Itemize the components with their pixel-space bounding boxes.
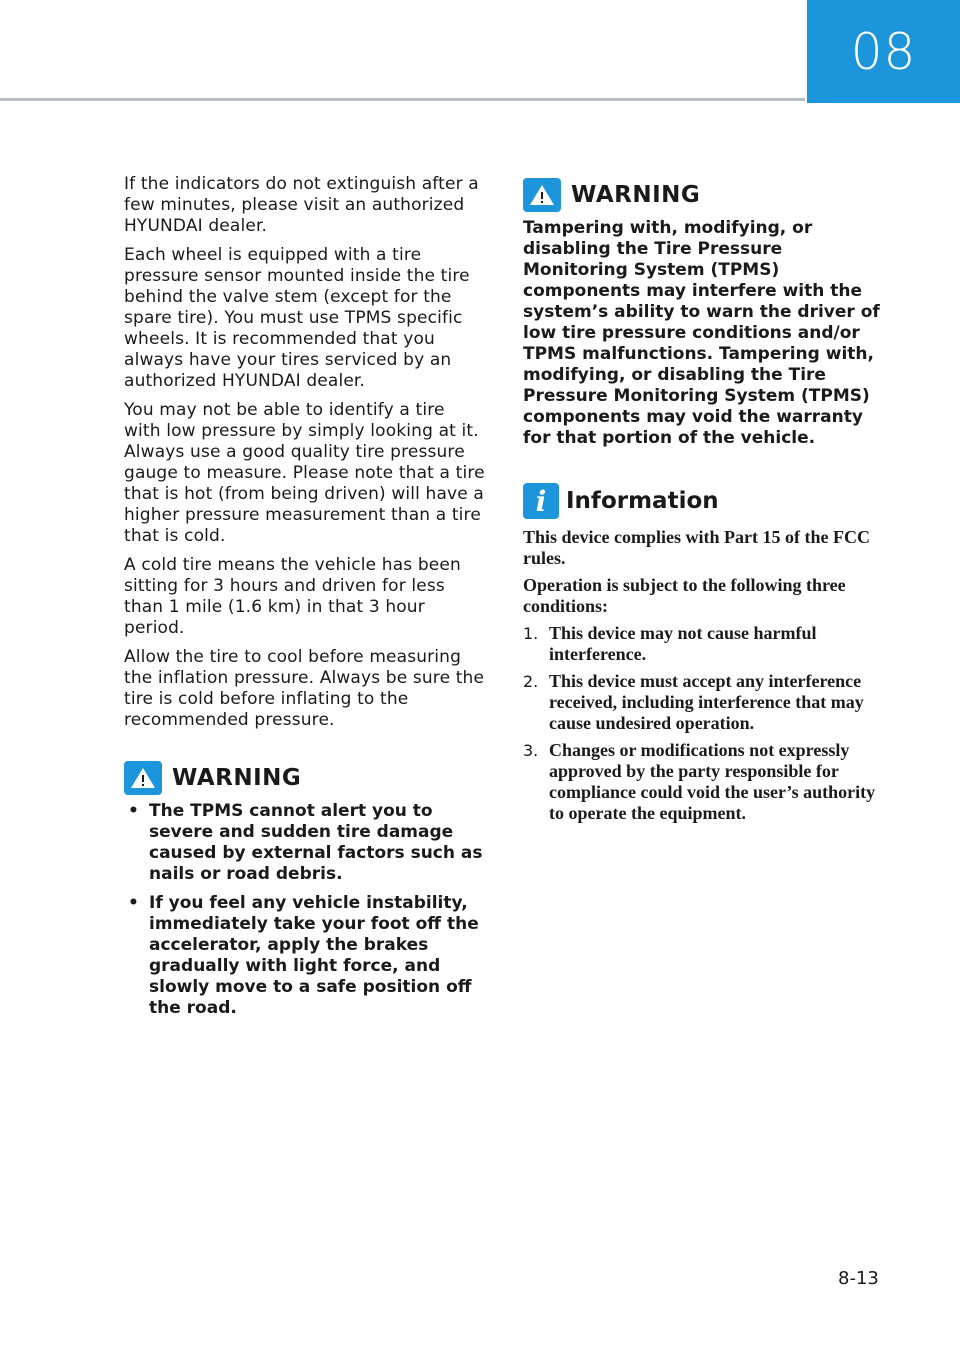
paragraph: A cold tire means the vehicle has been sitting for 3 hours and driven for less than 1 mile (1.6 km) in that 3 hour period. [124,555,461,638]
warning-triangle-icon [523,178,561,212]
information-title: Information [566,488,719,514]
warning-list [124,801,486,1019]
list-item [523,671,888,734]
chapter-number: 08 [850,22,917,81]
information-box [523,483,888,824]
list-text: Changes or modifications not expressly approved by the party responsible for compliance could void the user’s authority to operate the equipment. [549,740,876,823]
list-item [523,740,888,824]
paragraph: You may not be able to identify a tire with low pressure by simply looking at it. Always use a good quality tire pressure gauge to measure. Please note that a tire that is hot (from being driven) will have a higher pressure measurement than a tire that is cold. [124,400,485,546]
list-number: 2. [523,672,539,691]
chapter-tab [807,0,960,103]
paragraph: Allow the tire to cool before measuring the inflation pressure. Always be sure the tire is cold before inflating to the recommended pressure. [124,647,485,730]
warning-body: Tampering with, modifying, or disabling the Tire Pressure Monitoring System (TPMS) components may interfere with the system’s ability to warn the driver of low tire pressure conditions and/or TPMS malfunctions. Tampering with, modifying, or disabling the Tire Pressure Monitoring System (TPMS) components may void the warranty for that portion of the vehicle. [523,218,880,448]
info-paragraph: This device complies with Part 15 of the FCC rules. [523,527,870,568]
paragraph: If the indicators do not extinguish after a few minutes, please visit an authorized HYUNDAI dealer. [124,174,479,236]
warning-header [523,178,888,212]
list-number: 1. [523,624,539,643]
list-text: This device must accept any interference received, including interference that may cause undesired operation. [549,671,864,733]
warning-title: WARNING [571,182,701,208]
warning-triangle-icon [124,761,162,795]
warning-box-right [523,178,888,449]
warning-header [124,761,486,795]
list-item: • If you feel any vehicle instability, immediately take your foot off the accelerator, apply the brakes gradually with light force, and slowly move to a safe position off the road. [124,893,486,1019]
paragraph: Each wheel is equipped with a tire pressure sensor mounted inside the tire behind the valve stem (except for the spare tire). You must use TPMS specific wheels. It is recommended that you always have your tires serviced by an authorized HYUNDAI dealer. [124,245,470,391]
page-number: 8-13 [838,1268,879,1289]
list-item [523,623,888,665]
list-number: 3. [523,741,539,760]
info-icon: i [523,483,559,519]
warning-box-left [124,761,486,1019]
info-list [523,623,888,824]
info-paragraph: Operation is subject to the following three conditions: [523,575,846,616]
header-rule [0,98,805,101]
left-column [124,174,486,1027]
warning-title: WARNING [172,765,302,791]
list-text: This device may not cause harmful interference. [549,623,817,664]
right-column [523,178,888,830]
information-header [523,483,888,519]
list-item: • The TPMS cannot alert you to severe and sudden tire damage caused by external factors such as nails or road debris. [124,801,486,885]
